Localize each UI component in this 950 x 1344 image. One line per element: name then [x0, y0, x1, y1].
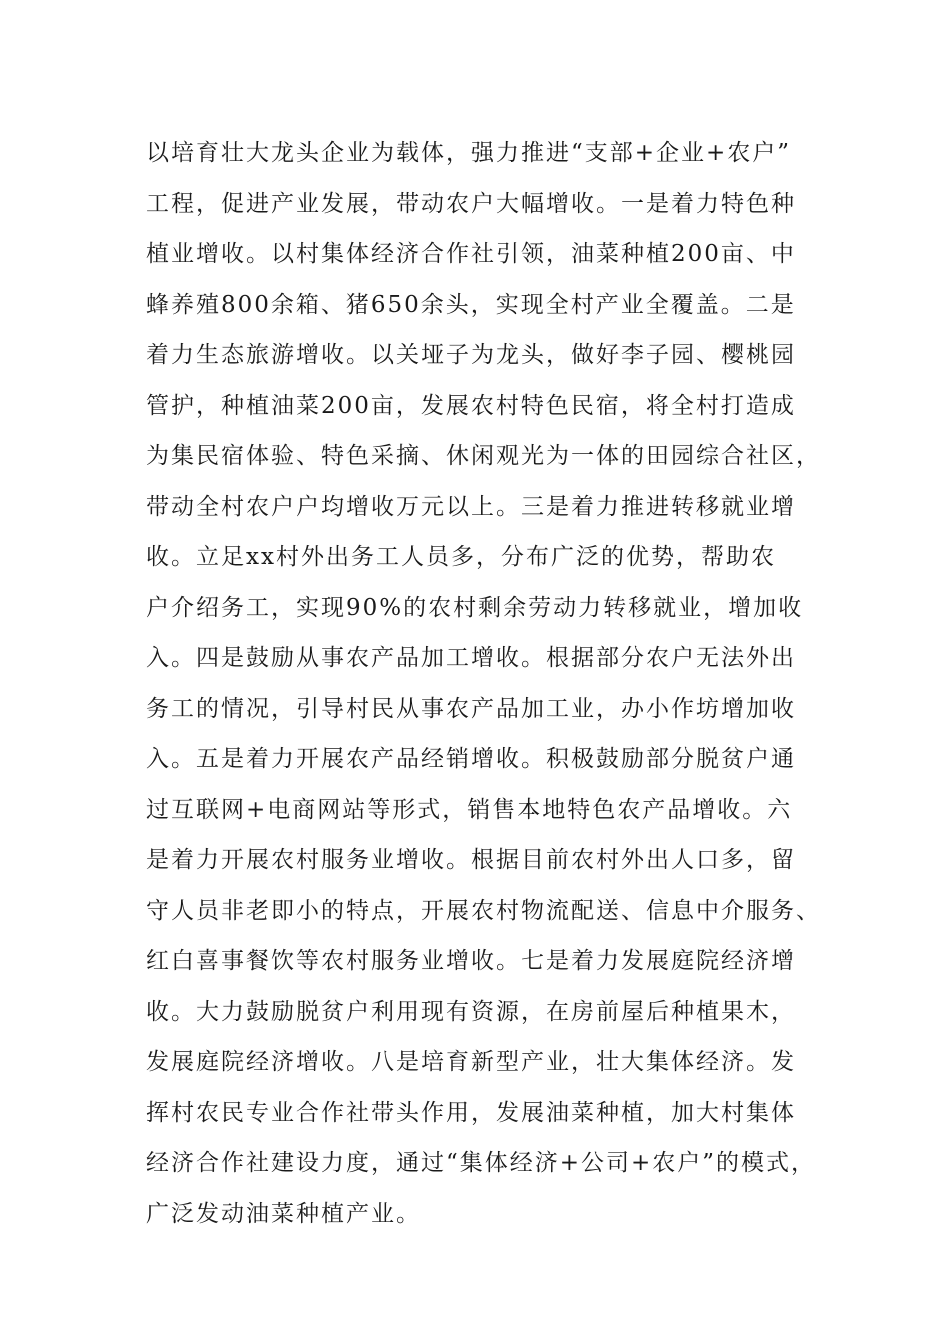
text-line: 经济合作社建设力度，通过“集体经济+公司+农户”的模式，: [146, 1150, 817, 1176]
text-line: 植业增收。以村集体经济合作社引领，油菜种植200亩、中: [146, 241, 796, 267]
text-line: 户介绍务工，实现90%的农村剩余劳动力转移就业，增加收: [146, 594, 804, 621]
text-line: 务工的情况，引导村民从事农产品加工业，办小作坊增加收: [146, 695, 796, 722]
text-line: 带动全村农户户均增收万元以上。三是着力推进转移就业增: [146, 493, 796, 520]
text-line: 以培育壮大龙头企业为载体，强力推进“支部+企业+农户”: [146, 140, 792, 166]
text-line: 红白喜事餐饮等农村服务业增收。七是着力发展庭院经济增: [146, 948, 796, 974]
text-line: 蜂养殖800余箱、猪650余头，实现全村产业全覆盖。二是: [146, 291, 796, 318]
text-line: 入。五是着力开展农产品经销增收。积极鼓励部分脱贫户通: [146, 746, 796, 772]
text-line: 发展庭院经济增收。八是培育新型产业，壮大集体经济。发: [146, 1049, 796, 1075]
body-paragraph: [146, 128, 826, 1239]
text-line: 工程，促进产业发展，带动农户大幅增收。一是着力特色种: [146, 190, 796, 217]
text-line: 广泛发动油菜种植产业。: [146, 1200, 421, 1227]
text-line: 过互联网+电商网站等形式，销售本地特色农产品增收。六: [146, 796, 793, 823]
text-line: 是着力开展农村服务业增收。根据目前农村外出人口多，留: [146, 847, 796, 873]
text-line: 着力生态旅游增收。以关垭子为龙头，做好李子园、樱桃园: [146, 342, 796, 368]
text-line: 为集民宿体验、特色采摘、休闲观光为一体的田园综合社区，: [146, 443, 821, 469]
text-line: 管护，种植油菜200亩，发展农村特色民宿，将全村打造成: [146, 392, 796, 419]
text-line: 收。立足xx村外出务工人员多，分布广泛的优势，帮助农: [146, 544, 776, 570]
text-line: 挥村农民专业合作社带头作用，发展油菜种植，加大村集体: [146, 1099, 796, 1126]
text-line: 入。四是鼓励从事农产品加工增收。根据部分农户无法外出: [146, 645, 796, 671]
text-line: 守人员非老即小的特点，开展农村物流配送、信息中介服务、: [146, 897, 821, 924]
text-line: 收。大力鼓励脱贫户利用现有资源，在房前屋后种植果木，: [146, 998, 796, 1025]
